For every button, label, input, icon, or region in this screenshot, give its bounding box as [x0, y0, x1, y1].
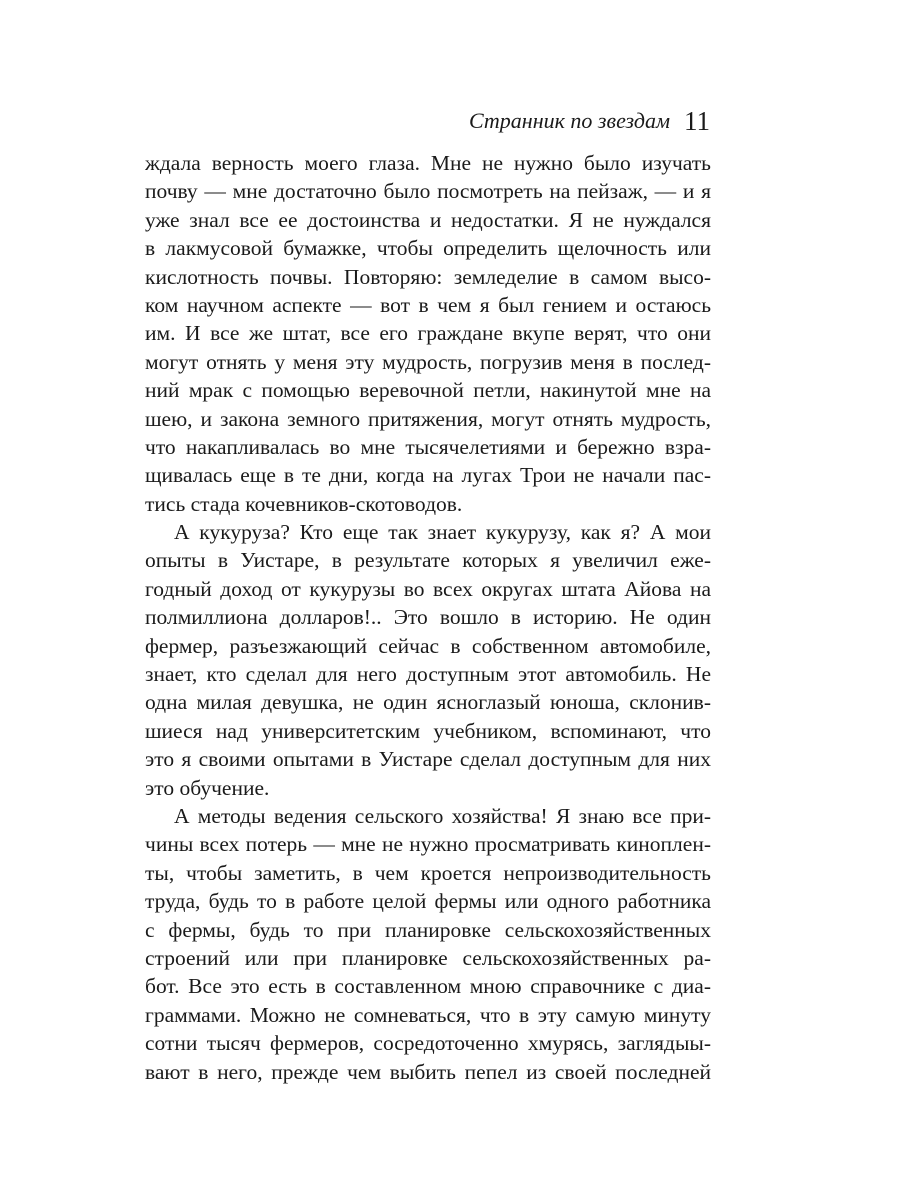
text-line: граммами. Можно не сомневаться, что в эту самую минуту: [145, 1002, 711, 1027]
text-line: шиеся над университетским учебником, вспоминают, что: [145, 718, 711, 743]
text-line: ждала верность моего глаза. Мне не нужно было изучать: [145, 151, 711, 175]
text-line: почву — мне достаточно было посмотреть на пейзаж, — и я: [145, 179, 711, 204]
text-line: строений или при планировке сельскохозяйственных ра-: [145, 945, 711, 970]
running-head: [145, 104, 710, 138]
text-line: в лакмусовой бумажке, чтобы определить щелочность или: [145, 236, 711, 261]
text-line: бот. Все это есть в составленном мною справочнике с диа-: [145, 974, 711, 999]
text-line: с фермы, будь то при планировке сельскохозяйственных: [145, 917, 711, 942]
paragraph-first-line: А методы ведения сельского хозяйства! Я знаю все при-: [174, 803, 711, 828]
text-line: одна милая девушка, не один ясноглазый юноша, склонив-: [145, 690, 711, 715]
text-line: уже знал все ее достоинства и недостатки. Я не нуждался: [145, 207, 711, 232]
text-line: им. И все же штат, все его граждане вкупе верят, что они: [145, 321, 711, 346]
text-line: шею, и закона земного притяжения, могут отнять мудрость,: [145, 406, 711, 431]
text-line: могут отнять у меня эту мудрость, погрузив меня в послед-: [145, 349, 711, 374]
text-line: щивалась еще в те дни, когда на лугах Трои не начали пас-: [145, 463, 711, 488]
paragraph-last-line: тись стада кочевников-скотоводов.: [145, 491, 463, 516]
text-line: вают в него, прежде чем выбить пепел из своей последней: [145, 1059, 711, 1084]
text-line: сотни тысяч фермеров, сосредоточенно хмурясь, заглядыы-: [145, 1031, 711, 1056]
text-line: что накапливалась во мне тысячелетиями и бережно взра-: [145, 434, 711, 459]
text-line: кислотность почвы. Повторяю: земледелие в самом высо-: [145, 264, 711, 289]
body-text: [145, 149, 711, 1086]
text-line: фермер, разъезжающий сейчас в собственном автомобиле,: [145, 633, 711, 658]
text-line: знает, кто сделал для него доступным этот автомобиль. Не: [145, 662, 711, 687]
paragraph-last-line: это обучение.: [145, 775, 270, 800]
page-number: 11: [684, 106, 710, 136]
text-line: труда, будь то в работе целой фермы или одного работника: [145, 889, 711, 914]
text-line: ком научном аспекте — вот в чем я был гением и остаюсь: [145, 292, 711, 317]
text-line: ний мрак с помощью веревочной петли, накинутой мне на: [145, 378, 711, 403]
text-line: это я своими опытами в Уистаре сделал доступным для них: [145, 747, 711, 772]
running-title: Странник по звездам: [468, 108, 670, 133]
paragraph-first-line: А кукуруза? Кто еще так знает кукурузу, как я? А мои: [174, 520, 711, 545]
text-line: опыты в Уистаре, в результате которых я увеличил еже-: [145, 548, 711, 573]
text-line: ты, чтобы заметить, в чем кроется непроизводительность: [145, 860, 711, 885]
text-line: годный доход от кукурузы во всех округах штата Айова на: [145, 576, 711, 601]
text-line: чины всех потерь — мне не нужно просматривать киноплен-: [145, 832, 711, 857]
text-line: полмиллиона долларов!.. Это вошло в историю. Не один: [145, 605, 711, 630]
